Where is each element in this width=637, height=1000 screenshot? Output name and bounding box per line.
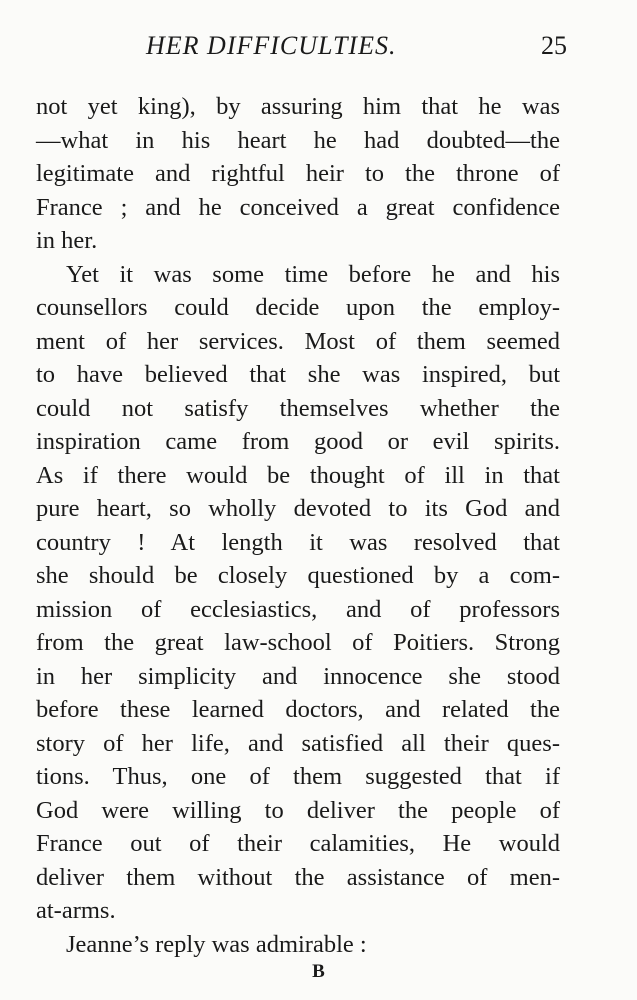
text-line: ment of her services. Most of them seemed (36, 327, 560, 355)
text-line: in her. (36, 227, 98, 254)
text-line: God were willing to deliver the people of (36, 796, 560, 824)
paragraph-1 (36, 90, 560, 258)
text-line: deliver them without the assistance of men- (36, 863, 560, 891)
text-line: inspiration came from good or evil spirits. (36, 428, 560, 455)
text-line: to have believed that she was inspired, but (36, 361, 560, 388)
text-line: before these learned doctors, and related the (36, 696, 560, 723)
text-line: legitimate and rightful heir to the throne of (36, 160, 560, 187)
text-line: mission of ecclesiastics, and of professors (36, 595, 560, 623)
text-line: Yet it was some time before he and his (66, 260, 560, 288)
text-line: could not satisfy themselves whether the (36, 394, 560, 422)
text-line: France ; and he conceived a great confidence (36, 193, 560, 221)
page-number: 25 (541, 31, 567, 60)
running-title: HER DIFFICULTIES. (146, 31, 397, 60)
text-line: tions. Thus, one of them suggested that if (36, 763, 560, 790)
text-line: pure heart, so wholly devoted to its God and (36, 495, 560, 522)
paragraph-3 (36, 928, 560, 962)
paragraph-2 (36, 258, 560, 928)
text-line: France out of their calamities, He would (36, 830, 560, 857)
text-line: from the great law-school of Poitiers. Strong (36, 629, 560, 656)
text-line: in her simplicity and innocence she stood (36, 662, 560, 690)
body-text (36, 90, 560, 961)
text-line: she should be closely questioned by a com- (36, 562, 560, 589)
signature-mark: B (312, 961, 325, 982)
text-line: As if there would be thought of ill in that (36, 461, 560, 489)
text-line: country ! At length it was resolved that (36, 528, 560, 556)
text-line: at-arms. (36, 897, 116, 924)
text-line: Jeanne’s reply was admirable : (66, 930, 367, 958)
text-line: counsellors could decide upon the employ- (36, 294, 560, 321)
text-line: story of her life, and satisfied all their ques- (36, 729, 560, 757)
text-line: —what in his heart he had doubted—the (36, 126, 560, 154)
running-head (36, 28, 567, 64)
text-line: not yet king), by assuring him that he was (36, 93, 560, 120)
